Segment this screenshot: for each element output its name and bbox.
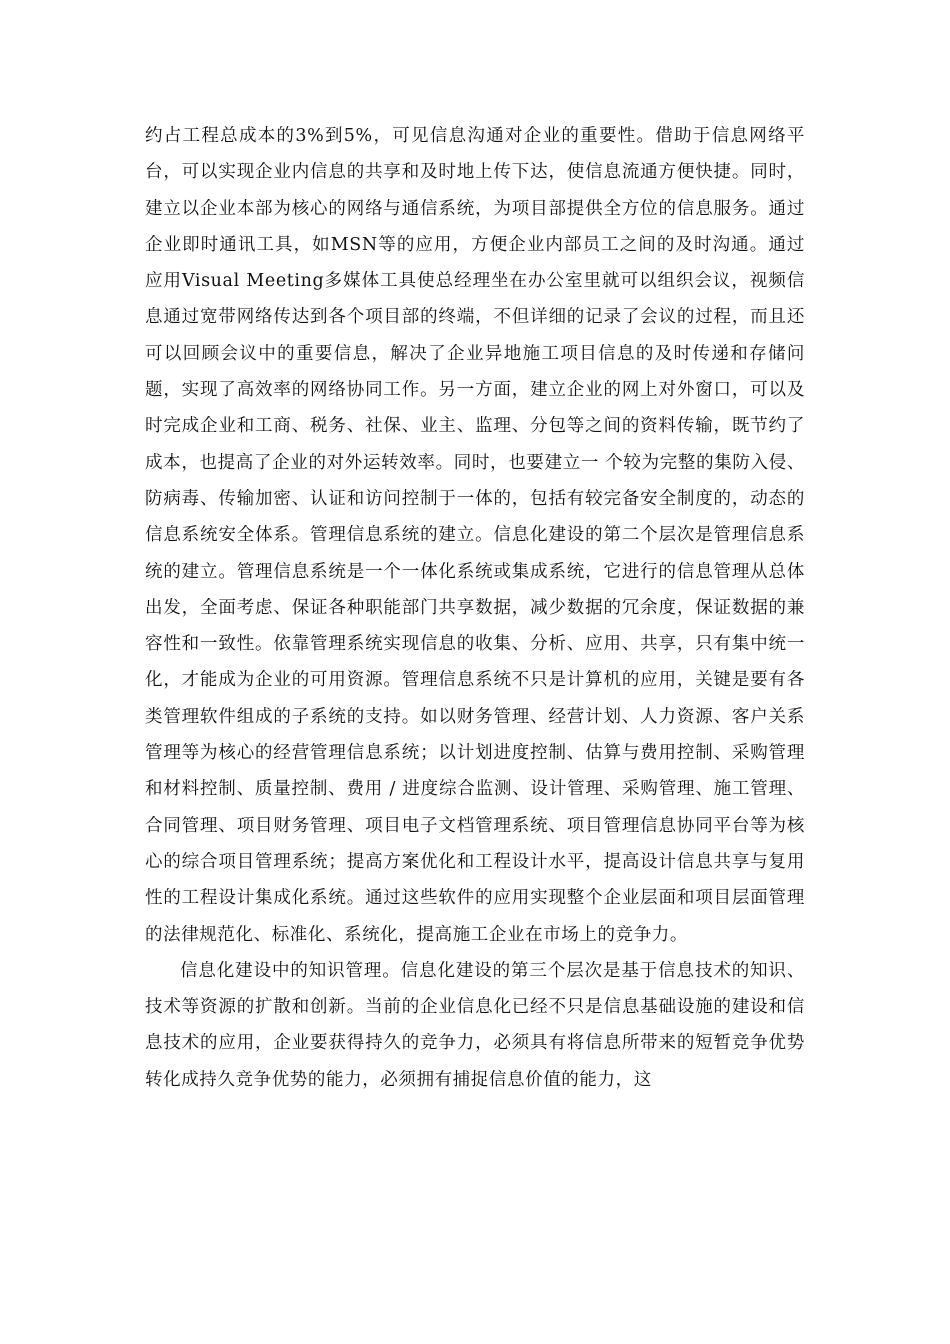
body-paragraph-2: 信息化建设中的知识管理。信息化建设的第三个层次是基于信息技术的知识、技术等资源的扩散和创新。当前的企业信息化已经不只是信息基础设施的建设和信息技术的应用，企业要获得持久的竞争力，必须具有将信息所带来的短暂竞争优势转化成持久竞争优势的能力，必须拥有捕捉信息价值的能力，这 xyxy=(145,960,805,1090)
body-paragraph-1: 约占工程总成本的3%到5%，可见信息沟通对企业的重要性。借助于信息网络平台，可以实现企业内信息的共享和及时地上传下达，使信息流通方便快捷。同时，建立以企业本部为核心的网络与通信系统，为项目部提供全方位的信息服务。通过企业即时通讯工具，如MSN等的应用，方便企业内部员工之间的及时沟通。通过应用Visual Meeting多媒体工具使总经理坐在办公室里就可以组织会议，视频信息通过宽带网络传达到各个项目部的终端，不但详细的记录了会议的过程，而且还可以回顾会议中的重要信息，解决了企业异地施工项目信息的及时传递和存储问题，实现了高效率的网络协同工作。另一方面，建立企业的网上对外窗口，可以及时完成企业和工商、税务、社保、业主、监理、分包等之间的资料传输，既节约了成本，也提高了企业的对外运转效率。同时，也要建立一 个较为完整的集防入侵、防病毒、传输加密、认证和访问控制于一体的，包括有较完备安全制度的，动态的信息系统安全体系。管理信息系统的建立。信息化建设的第二个层次是管理信息系统的建立。管理信息系统是一个一体化系统或集成系统，它进行的信息管理从总体出发，全面考虑、保证各种职能部门共享数据，减少数据的冗余度，保证数据的兼容性和一致性。依靠管理系统实现信息的收集、分析、应用、共享，只有集中统一化，才能成为企业的可用资源。管理信息系统不只是计算机的应用，关键是要有各类管理软件组成的子系统的支持。如以财务管理、经营计划、人力资源、客户关系管理等为核心的经营管理信息系统；以计划进度控制、估算与费用控制、采购管理和材料控制、质量控制、费用 / 进度综合监测、设计管理、采购管理、施工管理、合同管理、项目财务管理、项目电子文档管理系统、项目管理信息协同平台等为核心的综合项目管理系统；提高方案优化和工程设计水平，提高设计信息共享与复用性的工程设计集成化系统。通过这些软件的应用实现整个企业层面和项目层面管理的法律规范化、标准化、系统化，提高施工企业在市场上的竞争力。 xyxy=(145,126,805,945)
document-body xyxy=(145,118,805,1098)
